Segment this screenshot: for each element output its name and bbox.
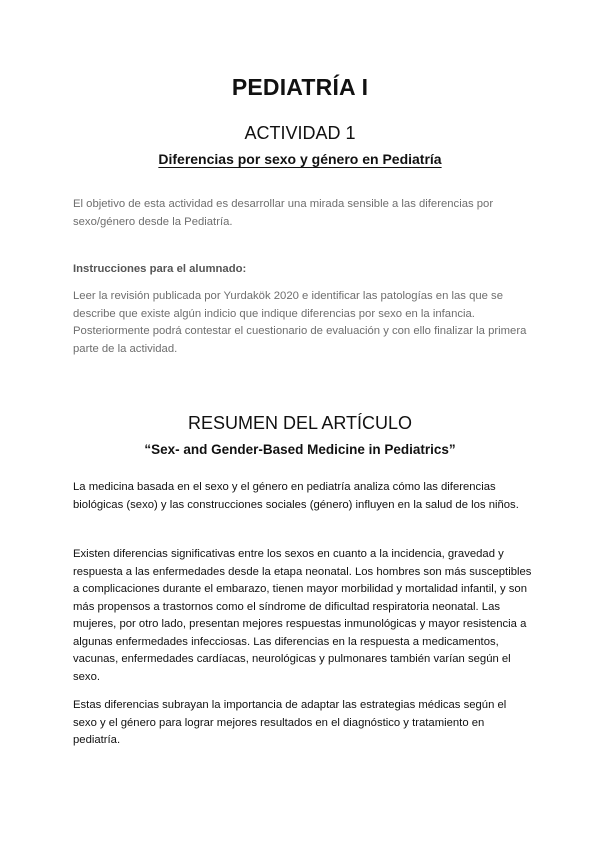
summary-paragraph-text: La medicina basada en el sexo y el género en pediatría analiza cómo las diferencias biológicas (sexo) y las construcciones sociales (género) influyen en la salud de los niños. [73,481,519,511]
course-title: PEDIATRÍA I [231,74,369,100]
article-title: “Sex- and Gender-Based Medicine in Pediatrics” [144,442,456,457]
summary-paragraph-text: Existen diferencias significativas entre los sexos en cuanto a la incidencia, gravedad y respuesta a las enfermedades desde la etapa neonatal. Los hombres son más susceptibles a complicaciones durante el embarazo, tienen mayor morbilidad y mortalidad infantil, y son más propensos a trastornos como el síndrome de dificultad respiratoria neonatal. Las mujeres, por otro lado, presentan mejores respuestas inmunológicas y mayor resistencia a algunas enfermedades infecciosas. Las diferencias en la respuesta a medicamentos, vacunas, enfermedades cardíacas, neurológicas y pulmonares también varían según el sexo. [73,548,532,683]
summary-paragraph [73,546,533,686]
instructions-paragraph: Leer la revisión publicada por Yurdakök 2020 e identificar las patologías en las que se describe que existe algún indicio que indique diferencias por sexo en la infancia. Posteriormente podrá contestar el cuestionario de evaluación y con ello finalizar la primera parte de la actividad. [73,290,527,355]
activity-subtitle: Diferencias por sexo y género en Pediatría [158,151,442,167]
summary-paragraph [73,479,533,514]
summary-title: RESUMEN DEL ARTÍCULO [187,413,413,433]
summary-paragraph [73,697,533,750]
instructions-heading: Instrucciones para el alumnado: [73,263,247,275]
activity-title: ACTIVIDAD 1 [244,123,356,143]
summary-paragraph-text: Estas diferencias subrayan la importancia de adaptar las estrategias médicas según el sexo y el género para lograr mejores resultados en el diagnóstico y tratamiento en pediatría. [73,699,507,746]
objective-paragraph: El objetivo de esta actividad es desarrollar una mirada sensible a las diferencias por sexo/género desde la Pediatría. [73,198,494,228]
